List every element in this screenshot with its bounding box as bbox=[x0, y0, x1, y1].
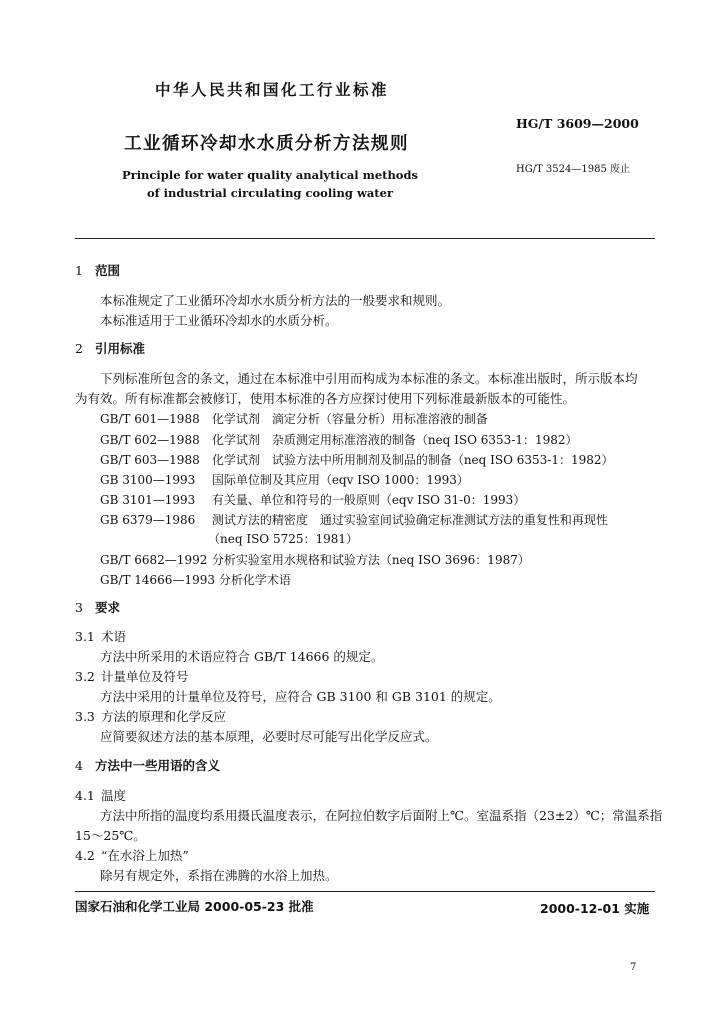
paragraph: 应简要叙述方法的基本原理，必要时尽可能写出化学反应式。 bbox=[100, 729, 438, 744]
subsection-4-2-heading bbox=[75, 846, 189, 864]
reference-title: 分析化学术语 bbox=[218, 573, 291, 587]
english-title-line-1: Principle for water quality analytical methods bbox=[121, 168, 418, 182]
subsection-number: 4.2 bbox=[75, 848, 95, 863]
section-title: 引用标准 bbox=[95, 341, 146, 356]
reference-item bbox=[100, 511, 608, 528]
section-title: 要求 bbox=[95, 600, 121, 615]
reference-code: GB/T 603—1988 bbox=[100, 453, 200, 467]
reference-code: GB/T 6682—1992 bbox=[100, 553, 208, 567]
section-number: 2 bbox=[75, 341, 83, 356]
subsection-3-2-heading bbox=[75, 667, 189, 685]
header-divider bbox=[75, 238, 655, 239]
english-title-line-2: of industrial circulating cooling water bbox=[146, 186, 393, 200]
subsection-title: 术语 bbox=[100, 629, 126, 644]
standard-type-heading: 中华人民共和国化工行业标准 bbox=[155, 81, 390, 99]
reference-title: 测试方法的精密度 通过实验室间试验确定标准测试方法的重复性和再现性 bbox=[211, 513, 608, 527]
reference-item bbox=[100, 571, 291, 588]
replaced-standard: HG/T 3524—1985 废止 bbox=[516, 164, 631, 175]
reference-title: 分析实验室用水规格和试验方法（neq ISO 3696：1987） bbox=[211, 553, 530, 567]
reference-title-continuation: （neq ISO 5725：1981） bbox=[208, 532, 359, 546]
subsection-number: 3.1 bbox=[75, 629, 95, 644]
subsection-4-1-heading bbox=[75, 786, 126, 804]
reference-item bbox=[100, 431, 578, 448]
page-number: 7 bbox=[630, 962, 637, 973]
section-number: 1 bbox=[75, 263, 83, 278]
paragraph: 为有效。所有标准都会被修订，使用本标准的各方应探讨使用下列标准最新版本的可能性。 bbox=[75, 391, 576, 406]
subsection-title: 方法的原理和化学反应 bbox=[100, 709, 226, 724]
reference-code: GB 3101—1993 bbox=[100, 493, 196, 507]
subsection-title: “在水浴上加热” bbox=[100, 848, 189, 863]
section-title: 范围 bbox=[95, 263, 121, 278]
implementation-date: 2000-12-01 实施 bbox=[540, 901, 650, 916]
section-4-heading bbox=[75, 756, 220, 774]
paragraph: 下列标准所包含的条文，通过在本标准中引用而构成为本标准的条文。本标准出版时，所示版本均 bbox=[100, 371, 638, 386]
reference-code: GB 6379—1986 bbox=[100, 513, 196, 527]
reference-code: GB 3100—1993 bbox=[100, 473, 196, 487]
section-number: 3 bbox=[75, 600, 83, 615]
reference-item bbox=[100, 491, 525, 508]
paragraph: 除另有规定外，系指在沸腾的水浴上加热。 bbox=[100, 868, 338, 883]
subsection-3-3-heading bbox=[75, 707, 226, 725]
section-3-heading bbox=[75, 598, 120, 616]
reference-item bbox=[100, 410, 488, 427]
reference-code: GB/T 602—1988 bbox=[100, 433, 200, 447]
subsection-3-1-heading bbox=[75, 627, 126, 645]
subsection-number: 4.1 bbox=[75, 788, 95, 803]
paragraph: 15～25℃。 bbox=[75, 828, 146, 843]
subsection-title: 温度 bbox=[100, 788, 126, 803]
section-2-heading bbox=[75, 339, 145, 357]
subsection-title: 计量单位及符号 bbox=[100, 669, 189, 684]
section-title: 方法中一些用语的含义 bbox=[95, 758, 221, 773]
footer-divider bbox=[75, 891, 655, 892]
section-1-heading bbox=[75, 261, 120, 279]
subsection-number: 3.2 bbox=[75, 669, 95, 684]
reference-code: GB/T 601—1988 bbox=[100, 412, 200, 426]
reference-code: GB/T 14666—1993 bbox=[100, 573, 215, 587]
paragraph: 本标准规定了工业循环冷却水水质分析方法的一般要求和规则。 bbox=[100, 293, 451, 308]
paragraph: 本标准适用于工业循环冷却水的水质分析。 bbox=[100, 313, 338, 328]
paragraph: 方法中采用的计量单位及符号，应符合 GB 3100 和 GB 3101 的规定。 bbox=[100, 689, 501, 704]
reference-item bbox=[100, 451, 614, 468]
reference-item bbox=[100, 471, 469, 488]
reference-title: 化学试剂 杂质测定用标准溶液的制备（neq ISO 6353-1：1982） bbox=[211, 433, 578, 447]
reference-item bbox=[100, 551, 530, 568]
subsection-number: 3.3 bbox=[75, 709, 95, 724]
section-number: 4 bbox=[75, 758, 83, 773]
reference-title: 有关量、单位和符号的一般原则（eqv ISO 31-0：1993） bbox=[211, 493, 526, 507]
approval-date: 国家石油和化学工业局 2000-05-23 批准 bbox=[75, 899, 314, 914]
reference-title: 国际单位制及其应用（eqv ISO 1000：1993） bbox=[211, 473, 469, 487]
paragraph: 方法中所指的温度均系用摄氏温度表示，在阿拉伯数字后面附上℃。室温系指（23±2）℃；常温系指 bbox=[100, 808, 663, 823]
paragraph: 方法中所采用的术语应符合 GB/T 14666 的规定。 bbox=[100, 649, 384, 664]
standard-code: HG/T 3609—2000 bbox=[516, 116, 639, 131]
reference-title: 化学试剂 试验方法中所用制剂及制品的制备（neq ISO 6353-1：1982） bbox=[211, 453, 614, 467]
reference-title: 化学试剂 滴定分析（容量分析）用标准溶液的制备 bbox=[211, 412, 488, 426]
document-title: 工业循环冷却水水质分析方法规则 bbox=[124, 134, 409, 154]
